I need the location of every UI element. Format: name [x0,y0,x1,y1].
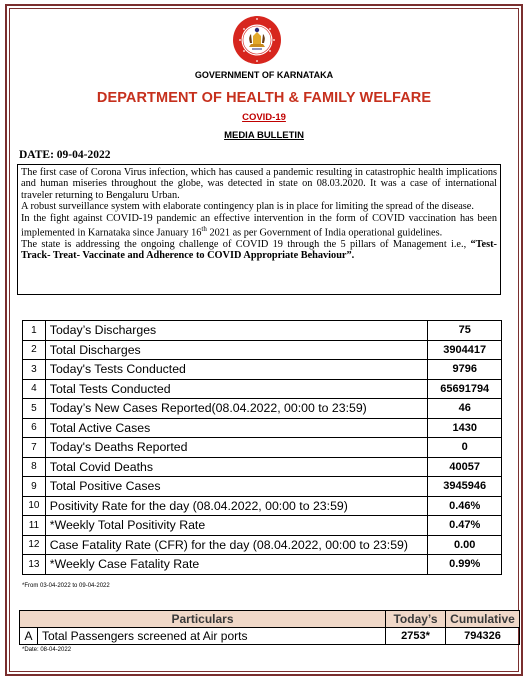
stat-number: 10 [23,496,46,516]
intro-paragraph-4 [21,239,497,262]
table-row [23,321,502,341]
table-row [23,360,502,380]
stat-number: 6 [23,418,46,438]
intro-paragraph-3 [21,213,497,239]
passenger-screening-table [19,610,520,645]
bulletin-date: DATE: 09-04-2022 [19,149,111,161]
stat-number: 5 [23,399,46,419]
passenger-row-id: A [20,628,38,645]
intro-p4-start: The state is addressing the ongoing challenge of COVID 19 through the 5 pillars of Management i.e., [21,238,471,250]
intro-box [17,164,501,295]
header-todays: Today’s [386,611,446,628]
intro-p3-end: 2021 as per Government of India operational guidelines. [206,227,443,239]
table-row [23,555,502,575]
stat-value: 0.00 [428,535,502,555]
media-bulletin-heading: MEDIA BULLETIN [224,130,304,141]
stat-number: 2 [23,340,46,360]
stat-label: Positivity Rate for the day (08.04.2022, 00:00 to 23:59) [45,496,428,516]
table-row [23,399,502,419]
stat-number: 13 [23,555,46,575]
stat-label: Total Positive Cases [45,477,428,497]
department-title: DEPARTMENT OF HEALTH & FAMILY WELFARE [96,90,432,106]
table-row [23,340,502,360]
stat-value: 46 [428,399,502,419]
stats-table [22,320,502,575]
weekly-range-note: *From 03-04-2022 to 09-04-2022 [22,583,110,589]
stat-value: 9796 [428,360,502,380]
passenger-date-note: *Date: 08-04-2022 [22,647,72,653]
stat-number: 11 [23,516,46,536]
passenger-row-label: Total Passengers screened at Air ports [38,628,386,645]
passenger-row-cumulative: 794326 [446,628,520,645]
intro-p4-pillars: “Test- Track- Treat- Vaccinate and Adherence to COVID Appropriate Behaviour”. [21,238,497,262]
stat-label: *Weekly Total Positivity Rate [45,516,428,536]
stat-value: 65691794 [428,379,502,399]
table-row [23,516,502,536]
header-particulars: Particulars [20,611,386,628]
intro-paragraph-2: A robust surveillance system with elaborate contingency plan is in place for limiting the spread of the disease. [21,201,474,213]
passenger-table-header [20,611,520,628]
stat-number: 3 [23,360,46,380]
stat-label: Total Discharges [45,340,428,360]
stat-value: 1430 [428,418,502,438]
covid-heading: COVID-19 [242,112,286,123]
stat-value: 3945946 [428,477,502,497]
table-row [23,535,502,555]
table-row [23,438,502,458]
stat-number: 1 [23,321,46,341]
table-row [23,477,502,497]
stat-label: Case Fatality Rate (CFR) for the day (08.04.2022, 00:00 to 23:59) [45,535,428,555]
stat-label: Today’s New Cases Reported(08.04.2022, 00:00 to 23:59) [45,399,428,419]
stat-label: Total Tests Conducted [45,379,428,399]
intro-p3-start: In the fight against COVID-19 pandemic an effective intervention in the form of COVID vaccination has been implemented in Karnataka since January 16 [21,212,497,239]
header-cumulative: Cumulative [446,611,520,628]
stat-label: Today's Deaths Reported [45,438,428,458]
stat-label: Today’s Discharges [45,321,428,341]
stat-value: 75 [428,321,502,341]
intro-paragraph-1: The first case of Corona Virus infection, which has caused a pandemic resulting in catastrophic health implications and human miseries throughout the globe, was detected in state on 08.03.2020. It was a case of international traveler returning to Bengaluru Urban. [21,167,497,201]
stat-label: *Weekly Case Fatality Rate [45,555,428,575]
karnataka-seal-icon [232,15,282,65]
stat-label: Today's Tests Conducted [45,360,428,380]
stat-value: 0.46% [428,496,502,516]
stat-number: 12 [23,535,46,555]
stat-number: 4 [23,379,46,399]
table-row [23,418,502,438]
stat-number: 9 [23,477,46,497]
table-row [23,496,502,516]
stat-value: 40057 [428,457,502,477]
stat-number: 7 [23,438,46,458]
stat-value: 0 [428,438,502,458]
passenger-row-today: 2753* [386,628,446,645]
table-row [20,628,520,645]
stat-label: Total Covid Deaths [45,457,428,477]
table-row [23,457,502,477]
stat-number: 8 [23,457,46,477]
table-row [23,379,502,399]
stat-value: 0.47% [428,516,502,536]
government-name: GOVERNMENT OF KARNATAKA [194,70,334,80]
stat-label: Total Active Cases [45,418,428,438]
intro-p3-superscript: th [201,225,207,234]
stat-value: 0.99% [428,555,502,575]
stat-value: 3904417 [428,340,502,360]
